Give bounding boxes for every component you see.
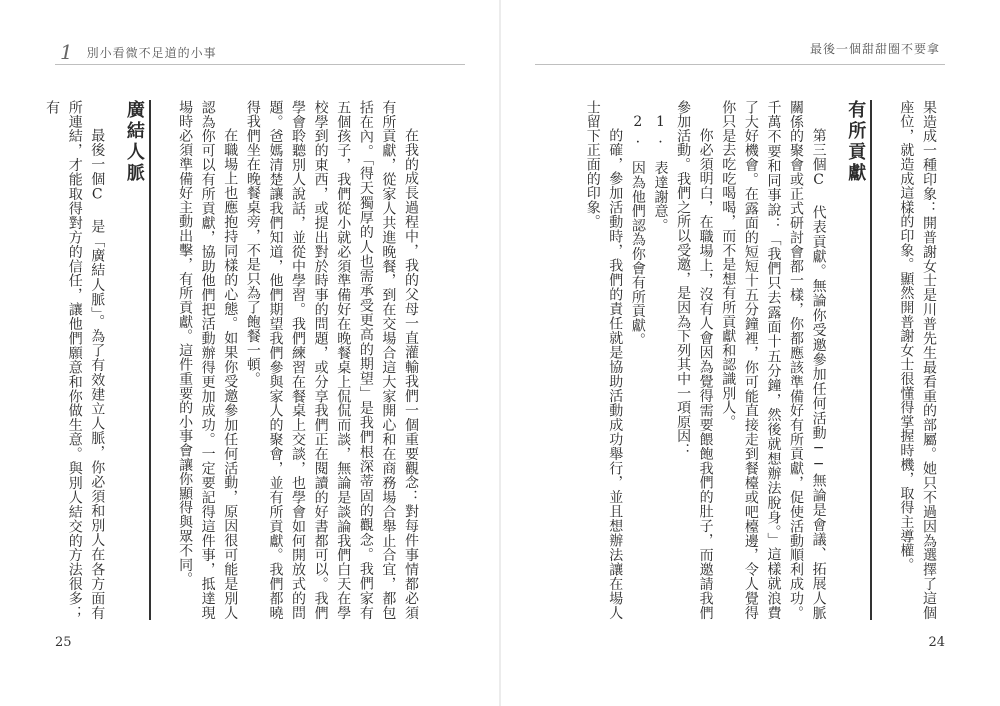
paragraph: 最後一個C 是「廣結人脈」。為了有效建立人脈，你必須和別人在各方面有所連結，才能取得對方的信任，讓他們願意和你做生意。與別人結交的方法很多；有	[44, 100, 106, 620]
paragraph: 的確，參加活動時，我們的責任就是協助活動成功舉行，並且想辦法讓在場人士留下正面的印象。	[584, 100, 624, 620]
header-rule-right	[535, 64, 945, 65]
right-page	[500, 0, 1000, 706]
page-number-left: 25	[55, 635, 72, 650]
section-heading: 有所貢獻	[844, 100, 873, 620]
page-number-right: 24	[928, 635, 945, 650]
paragraph: 你必須明白，在職場上，沒有人會因為覺得需要餵飽我們的肚子，而邀請我們參加活動。我們之所以受邀，是因為下列其中一項原因：	[675, 100, 714, 620]
right-page-body	[540, 100, 940, 620]
paragraph: 在職場上也應抱持同樣的心態。如果你受邀參加任何活動，原因很可能是別人認為你可以有所貢獻，協助他們把活動辦得更加成功。一定要記得這件事，抵達現場時必須準備好主動出擊，有所貢獻。這件重要的小事會讓你顯得與眾不同。	[177, 100, 239, 620]
list-item: 2. 因為他們認為你會有所貢獻。	[629, 114, 646, 347]
book-section-title: 別小看微不足道的小事	[86, 46, 217, 60]
paragraph: 第三個C 代表貢獻。無論你受邀參加任何活動──無論是會議、拓展人脈關係的聚會或正式研討會都一樣，你都應該準備好有所貢獻，促使活動順利成功。千萬不要和同事說：「我們只去露面十五分鐘，然後就想辦法脫身。」這樣就浪費了大好機會。在露面的短短十五分鐘裡，你可能直接走到餐檯或吧檯邊，令人覺得你只是去吃吃喝喝，而不是想有所貢獻和認識別人。	[720, 100, 827, 620]
paragraph: 在我的成長過程中，我的父母一直灌輸我們一個重要觀念：對每件事情都必須有所貢獻，從家人共進晚餐，到在交場合這大家開心和在商務場合舉止合宜，都包括在內。「得天獨厚的人也需承受更高的期望」是我們根深蒂固的觀念。我們家有五個孩子，我們從小就必須準備好在晚餐桌上侃侃而談，無論是談論我們白天在學校學到的東西，或提出對於時事的問題，或分享我們正在閱讀的好書都可以。我們學會聆聽別人說話，並從中學習。我們練習在餐桌上交談，也學會如何開放式的問題。爸媽清楚讓我們知道，他們期望我們參與家人的聚會，並有所貢獻。我們都曉得我們坐在晚餐桌旁，不是只為了飽餐一頓。	[244, 100, 419, 620]
paragraph: 果造成一種印象：開普謝女士是川普先生最看重的部屬。她只不過因為選擇了這個座位，就造成這樣的印象。顯然開普謝女士很懂得掌握時機，取得主導權。	[898, 100, 937, 620]
running-head-left	[60, 40, 217, 64]
chapter-title: 最後一個甜甜圈不要拿	[809, 42, 940, 56]
list-item: 1. 表達謝意。	[652, 114, 669, 233]
section-heading: 廣結人脈	[122, 100, 151, 620]
left-page-body	[44, 100, 422, 620]
header-rule-left	[55, 64, 465, 65]
running-head-right	[810, 40, 940, 57]
chapter-number: 1	[60, 40, 74, 64]
